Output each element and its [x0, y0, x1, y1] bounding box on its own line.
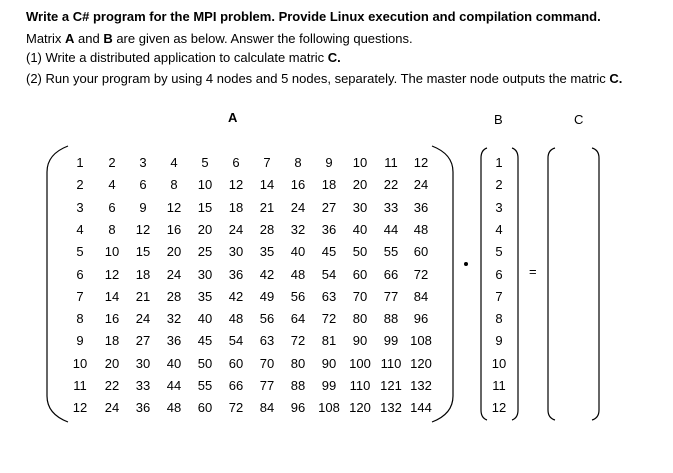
matrix-a-cell: 18	[321, 177, 337, 193]
item1-matrix-c: C.	[327, 50, 341, 65]
matrix-a-cell: 20	[166, 244, 182, 260]
matrix-c-right-bracket	[592, 148, 599, 420]
matrix-a-cell: 8	[108, 221, 116, 237]
matrix-a-cell: 3	[76, 199, 84, 215]
matrix-a-cell: 24	[135, 311, 151, 327]
matrix-a-cell: 121	[380, 378, 402, 393]
matrix-a-cell: 14	[259, 177, 275, 193]
matrix-a-cell: 66	[228, 378, 244, 393]
matrix-a-cell: 12	[72, 400, 88, 416]
line2-text-1: Matrix	[26, 31, 65, 46]
matrix-a-cell: 2	[76, 177, 84, 193]
matrix-a-cell: 11	[73, 378, 87, 393]
matrix-a-cell: 20	[352, 177, 368, 193]
matrix-a-cell: 22	[383, 177, 399, 193]
matrix-a-cell: 8	[170, 177, 178, 193]
matrix-a-cell: 110	[349, 378, 371, 393]
matrix-a-cell: 72	[321, 311, 337, 327]
matrix-a-cell: 90	[321, 355, 337, 371]
matrix-a-cell: 90	[352, 333, 368, 349]
matrix-a-cell: 25	[197, 244, 213, 260]
matrix-a-cell: 9	[76, 333, 84, 349]
matrix-a-cell: 7	[76, 288, 84, 304]
matrix-a-cell: 36	[321, 221, 337, 237]
item2-matrix-c: C.	[609, 71, 623, 86]
matrix-a-cell: 16	[290, 177, 306, 193]
matrix-a-cell: 30	[352, 199, 368, 215]
matrix-a-cell: 10	[72, 355, 88, 371]
matrix-a-cell: 18	[228, 199, 244, 215]
matrix-a-cell: 110	[380, 355, 402, 371]
matrix-a-cell: 4	[76, 221, 84, 237]
matrix-a-cell: 66	[383, 266, 399, 282]
matrix-a-cell: 14	[104, 288, 120, 304]
matrix-a-cell: 5	[76, 244, 84, 260]
matrix-a-cell: 22	[104, 378, 120, 393]
multiply-dot	[464, 262, 468, 266]
matrix-a-cell: 99	[321, 378, 337, 393]
matrix-a-cell: 24	[413, 177, 429, 193]
matrix-a-cell: 84	[259, 400, 275, 416]
matrix-a-cell: 49	[259, 288, 275, 304]
matrix-a-cell: 72	[290, 333, 306, 349]
matrix-a-cell: 1	[76, 155, 84, 170]
matrix-a-cell: 12	[413, 155, 429, 170]
matrix-a-cell: 21	[135, 288, 151, 304]
matrix-a-cell: 48	[228, 311, 244, 327]
matrix-b-label: B	[494, 112, 503, 127]
matrix-a-cell: 33	[135, 378, 151, 393]
matrix-a-cell: 60	[413, 244, 429, 260]
line2-text-2: and	[74, 31, 104, 46]
matrix-a-cell: 88	[290, 378, 306, 393]
matrix-a-cell: 44	[383, 221, 399, 237]
matrix-a-cell: 16	[166, 221, 182, 237]
matrix-a-cell: 5	[201, 155, 209, 170]
matrix-a-cell: 48	[290, 266, 306, 282]
matrix-a-cell: 20	[104, 355, 120, 371]
matrix-a-cell: 60	[228, 355, 244, 371]
matrix-a-cell: 12	[104, 266, 120, 282]
matrix-a-cell: 30	[135, 355, 151, 371]
matrix-a-cell: 72	[228, 400, 244, 416]
matrix-a-cell: 24	[290, 199, 306, 215]
matrix-b-cell: 1	[495, 155, 503, 170]
matrix-a-cell: 6	[139, 177, 147, 193]
matrix-a-cell: 15	[135, 244, 151, 260]
matrix-a-cell: 30	[197, 266, 213, 282]
matrix-a-cell: 70	[352, 288, 368, 304]
matrix-b-cell: 6	[495, 266, 503, 282]
matrix-a-cell: 27	[321, 199, 337, 215]
matrix-a-cell: 10	[104, 244, 120, 260]
matrix-a-cell: 77	[259, 378, 275, 393]
matrix-a-cell: 55	[383, 244, 399, 260]
matrix-b-cell: 9	[495, 333, 503, 349]
matrix-a-cell: 6	[76, 266, 84, 282]
matrix-a-cell: 108	[410, 333, 432, 349]
item2-text: (2) Run your program by using 4 nodes and 5 nodes, separately. The master node outputs the matric	[26, 71, 610, 86]
matrix-a-cell: 36	[413, 199, 429, 215]
matrix-a-cell: 15	[197, 199, 213, 215]
matrix-a-cell: 54	[321, 266, 337, 282]
matrix-a-cell: 36	[228, 266, 244, 282]
matrix-a-cell: 44	[166, 378, 182, 393]
matrix-a-cell: 40	[166, 355, 182, 371]
title-text: Write a C# program for the MPI problem. Provide Linux execution and compilation command.	[26, 9, 601, 24]
matrix-a-cell: 80	[290, 355, 306, 371]
matrix-a-cell: 30	[228, 244, 244, 260]
matrix-a-cell: 27	[135, 333, 151, 349]
matrix-c-label: C	[574, 112, 584, 127]
matrix-a-cell: 64	[290, 311, 306, 327]
matrix-b-cell: 4	[495, 221, 503, 237]
matrix-a-cell: 40	[197, 311, 213, 327]
matrix-a-cell: 24	[166, 266, 182, 282]
matrix-a-cell: 100	[349, 355, 371, 371]
matrix-b-cell: 10	[491, 355, 507, 371]
matrix-a-cell: 45	[197, 333, 213, 349]
matrix-b-cell: 11	[492, 378, 506, 393]
matrix-a-cell: 144	[410, 400, 432, 416]
matrix-a-cell: 18	[104, 333, 120, 349]
matrix-a-cell: 6	[232, 155, 240, 170]
matrix-a-cell: 99	[383, 333, 399, 349]
matrix-b-cell: 2	[495, 177, 503, 193]
matrix-a-cell: 60	[197, 400, 213, 416]
line2-text-3: are given as below. Answer the following questions.	[112, 31, 413, 46]
matrix-a-cell: 132	[410, 378, 432, 393]
matrix-a-cell: 50	[197, 355, 213, 371]
matrix-a-cell: 28	[259, 221, 275, 237]
equals-sign: =	[529, 264, 537, 279]
matrix-a-cell: 50	[352, 244, 368, 260]
matrix-a-cell: 2	[108, 155, 116, 170]
matrix-a-cell: 70	[259, 355, 275, 371]
matrix-a-cell: 120	[349, 400, 371, 416]
matrix-a-cell: 16	[104, 311, 120, 327]
matrix-a-cell: 10	[197, 177, 213, 193]
matrix-a-cell: 28	[166, 288, 182, 304]
matrix-a-cell: 9	[325, 155, 333, 170]
matrix-a-cell: 48	[166, 400, 182, 416]
matrix-a-cell: 84	[413, 288, 429, 304]
matrix-a-cell: 4	[170, 155, 178, 170]
matrix-a-cell: 96	[413, 311, 429, 327]
line2-matrix-b: B	[103, 31, 113, 46]
matrix-a-cell: 56	[259, 311, 275, 327]
matrix-a-cell: 40	[352, 221, 368, 237]
matrix-a-cell: 8	[76, 311, 84, 327]
matrix-a-cell: 63	[259, 333, 275, 349]
matrix-a-cell: 120	[410, 355, 432, 371]
matrix-a-cell: 32	[290, 221, 306, 237]
item1-text: (1) Write a distributed application to calculate matric	[26, 50, 328, 65]
matrix-a-cell: 36	[135, 400, 151, 416]
matrix-a-cell: 18	[135, 266, 151, 282]
matrix-b-cell: 8	[495, 311, 503, 327]
matrix-a-cell: 12	[166, 199, 182, 215]
matrix-a-cell: 96	[290, 400, 306, 416]
matrix-b-right-bracket	[512, 148, 518, 420]
matrix-a-cell: 56	[290, 288, 306, 304]
matrix-a-cell: 48	[413, 221, 429, 237]
matrix-a-cell: 35	[259, 244, 275, 260]
matrix-a-label: A	[228, 110, 238, 125]
matrix-a-cell: 108	[318, 400, 340, 416]
matrix-a-cell: 55	[197, 378, 213, 393]
matrix-a-cell: 21	[259, 199, 275, 215]
matrix-a-cell: 4	[108, 177, 116, 193]
matrix-b-cell: 3	[495, 199, 503, 215]
matrix-a-cell: 3	[139, 155, 147, 170]
matrix-a-cell: 72	[413, 266, 429, 282]
matrix-a-cell: 12	[135, 221, 151, 237]
matrix-c-left-bracket	[548, 148, 555, 420]
matrix-a-cell: 12	[228, 177, 244, 193]
matrix-a-cell: 80	[352, 311, 368, 327]
matrix-a-cell: 60	[352, 266, 368, 282]
matrix-a-cell: 63	[321, 288, 337, 304]
matrix-b-cell: 7	[495, 288, 503, 304]
matrix-a-cell: 42	[228, 288, 244, 304]
matrix-b-cell: 5	[495, 244, 503, 260]
matrix-a-cell: 132	[380, 400, 402, 416]
matrix-a-cell: 36	[166, 333, 182, 349]
matrix-a-cell: 11	[384, 155, 398, 170]
matrix-b-cell: 12	[491, 400, 507, 416]
matrix-a-cell: 81	[321, 333, 337, 349]
matrix-a-cell: 9	[139, 199, 147, 215]
line2-matrix-a: A	[65, 31, 75, 46]
matrix-a-cell: 40	[290, 244, 306, 260]
matrix-a-cell: 8	[294, 155, 302, 170]
matrix-a-cell: 77	[383, 288, 399, 304]
matrix-a-cell: 24	[228, 221, 244, 237]
matrix-a-cell: 24	[104, 400, 120, 416]
matrix-a-cell: 6	[108, 199, 116, 215]
matrix-a-cell: 42	[259, 266, 275, 282]
matrix-a-cell: 33	[383, 199, 399, 215]
matrix-a-cell: 10	[352, 155, 368, 170]
matrix-a-cell: 88	[383, 311, 399, 327]
matrix-a-cell: 32	[166, 311, 182, 327]
matrix-a-cell: 35	[197, 288, 213, 304]
matrix-a-cell: 45	[321, 244, 337, 260]
matrix-a-cell: 20	[197, 221, 213, 237]
matrix-a-cell: 54	[228, 333, 244, 349]
matrix-a-cell: 7	[263, 155, 271, 170]
